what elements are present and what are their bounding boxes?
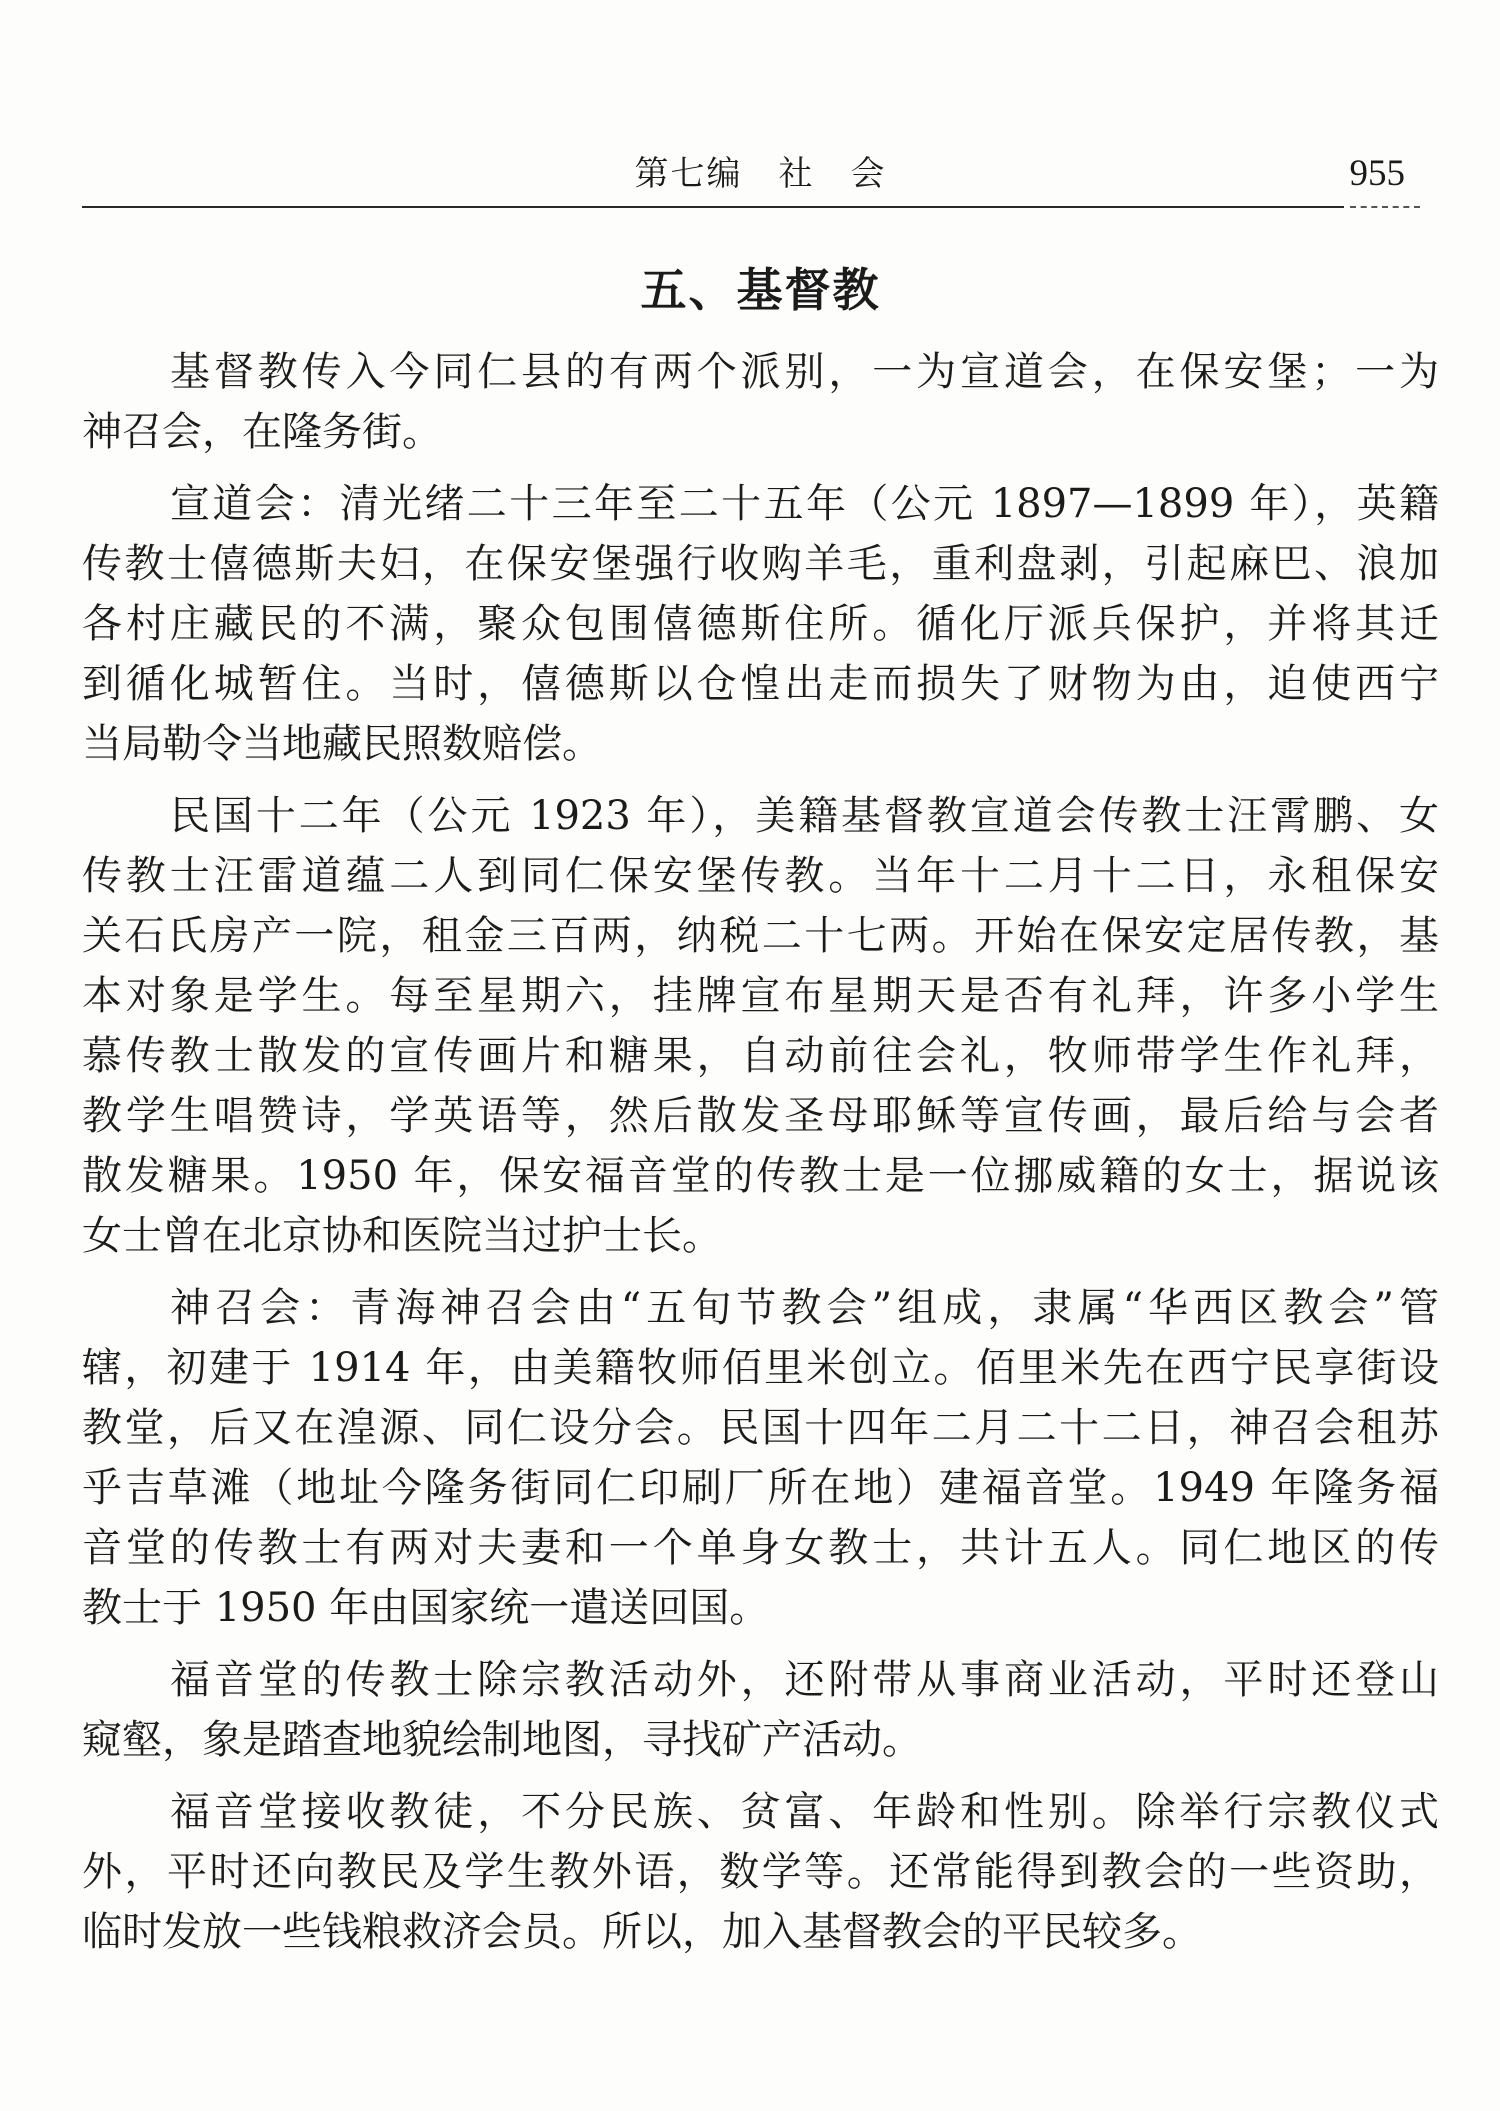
text-line: 传教士僖德斯夫妇，在保安堡强行收购羊毛，重利盘剥，引起麻巴、浪加 xyxy=(82,541,1439,587)
paragraph-5 xyxy=(82,1650,1439,1770)
header-rule xyxy=(82,206,1344,208)
text-line: 音堂的传教士有两对夫妻和一个单身女教士，共计五人。同仁地区的传 xyxy=(82,1525,1439,1571)
text-line: 基督教传入今同仁县的有两个派别，一为宣道会，在保安堡；一为 xyxy=(170,349,1439,395)
text-line: 宣道会：清光绪二十三年至二十五年（公元 1897—1899 年），英籍 xyxy=(170,481,1439,527)
text-line: 当局勒令当地藏民照数赔偿。 xyxy=(82,721,602,767)
text-line: 乎吉草滩（地址今隆务街同仁印刷厂所在地）建福音堂。1949 年隆务福 xyxy=(82,1465,1439,1511)
running-header xyxy=(82,150,1439,198)
text-line: 慕传教士散发的宣传画片和糖果，自动前往会礼，牧师带学生作礼拜， xyxy=(82,1033,1439,1079)
body-text xyxy=(82,342,1439,1962)
text-line: 教士于 1950 年由国家统一遣送回国。 xyxy=(82,1585,770,1631)
header-rule-dashes xyxy=(1350,206,1420,208)
text-line: 辖，初建于 1914 年，由美籍牧师佰里米创立。佰里米先在西宁民享街设 xyxy=(82,1345,1439,1391)
text-line: 神召会，在隆务街。 xyxy=(82,409,442,455)
text-line: 散发糖果。1950 年，保安福音堂的传教士是一位挪威籍的女士，据说该 xyxy=(82,1153,1439,1199)
text-line: 民国十二年（公元 1923 年），美籍基督教宣道会传教士汪霄鹏、女 xyxy=(170,793,1439,839)
paragraph-2 xyxy=(82,474,1439,774)
paragraph-3 xyxy=(82,786,1439,1266)
text-line: 关石氏房产一院，租金三百两，纳税二十七两。开始在保安定居传教，基 xyxy=(82,913,1439,959)
section-title: 第七编 社 会 xyxy=(634,154,887,194)
text-line: 传教士汪雷道蕴二人到同仁保安堡传教。当年十二月十二日，永租保安 xyxy=(82,853,1439,899)
text-line: 临时发放一些钱粮救济会员。所以，加入基督教会的平民较多。 xyxy=(82,1909,1202,1955)
paragraph-6 xyxy=(82,1782,1439,1962)
text-line: 窥壑，象是踏查地貌绘制地图，寻找矿产活动。 xyxy=(82,1717,922,1763)
text-line: 各村庄藏民的不满，聚众包围僖德斯住所。循化厅派兵保护，并将其迁 xyxy=(82,601,1439,647)
paragraph-1 xyxy=(82,342,1439,462)
paragraph-4 xyxy=(82,1278,1439,1638)
text-line: 神召会：青海神召会由“五旬节教会”组成，隶属“华西区教会”管 xyxy=(170,1285,1439,1331)
page-number: 955 xyxy=(1349,153,1405,194)
text-line: 女士曾在北京协和医院当过护士长。 xyxy=(82,1213,722,1259)
text-line: 福音堂接收教徒，不分民族、贫富、年龄和性别。除举行宗教仪式 xyxy=(170,1789,1439,1835)
text-line: 教堂，后又在湟源、同仁设分会。民国十四年二月二十二日，神召会租苏 xyxy=(82,1405,1439,1451)
text-line: 本对象是学生。每至星期六，挂牌宣布星期天是否有礼拜，许多小学生 xyxy=(82,973,1439,1019)
chapter-title: 五、基督教 xyxy=(640,263,881,317)
text-line: 福音堂的传教士除宗教活动外，还附带从事商业活动，平时还登山 xyxy=(170,1657,1439,1703)
text-line: 教学生唱赞诗，学英语等，然后散发圣母耶稣等宣传画，最后给与会者 xyxy=(82,1093,1439,1139)
text-line: 到循化城暂住。当时，僖德斯以仓惶出走而损失了财物为由，迫使西宁 xyxy=(82,661,1439,707)
text-line: 外，平时还向教民及学生教外语，数学等。还常能得到教会的一些资助， xyxy=(82,1849,1439,1895)
